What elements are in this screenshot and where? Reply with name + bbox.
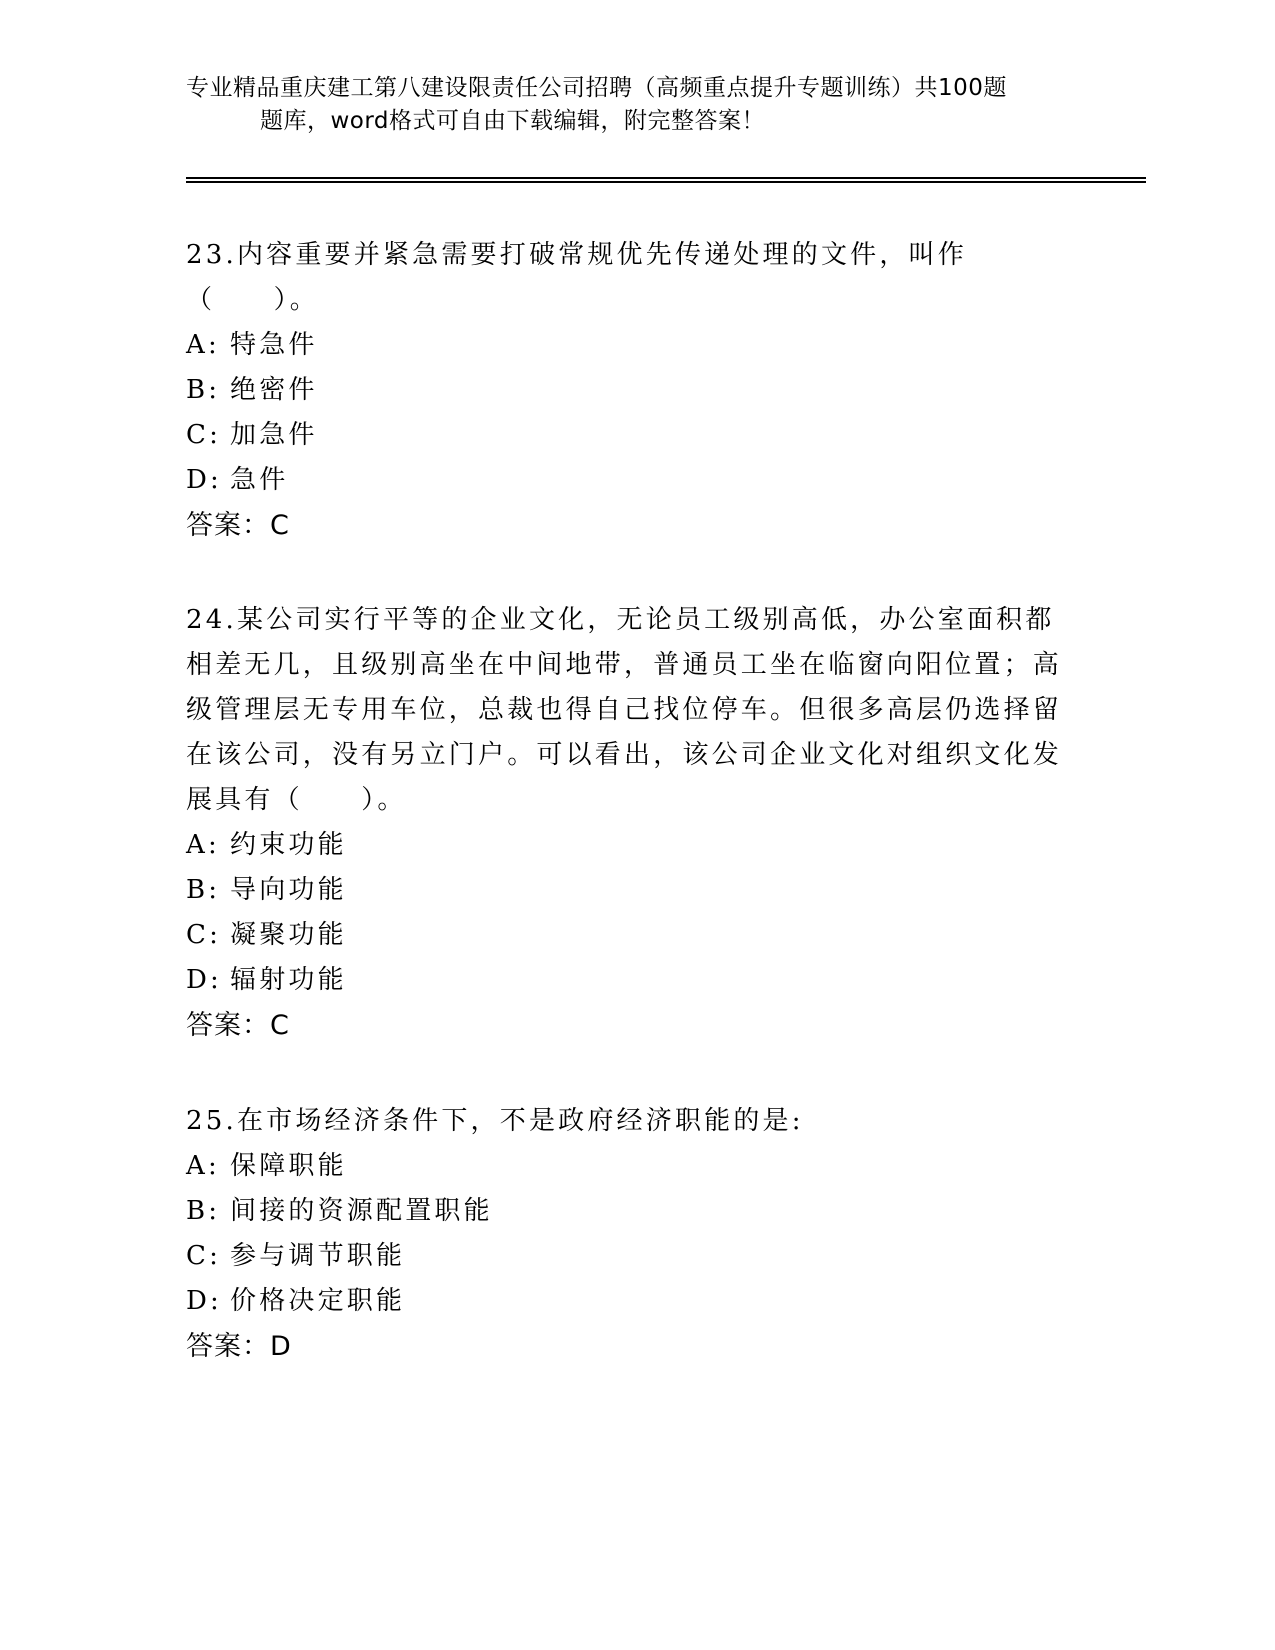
option-letter: D:: [186, 465, 223, 495]
option-text: 加急件: [230, 420, 318, 450]
option-d: [186, 958, 1066, 1003]
option-text: 凝聚功能: [230, 920, 347, 950]
header-double-rule: [186, 177, 1146, 183]
option-text: 参与调节职能: [230, 1241, 406, 1271]
option-a: [186, 323, 1066, 368]
answer-line: 答案：D: [186, 1331, 292, 1362]
option-b: [186, 1189, 1066, 1234]
option-text: 保障职能: [230, 1151, 347, 1181]
option-d: [186, 1279, 1066, 1324]
option-d: [186, 458, 1066, 503]
question-stem: 25.在市场经济条件下，不是政府经济职能的是:: [186, 1106, 804, 1136]
option-text: 价格决定职能: [230, 1286, 406, 1316]
option-letter: B:: [186, 875, 221, 905]
document-header: [186, 72, 1066, 138]
option-letter: B:: [186, 375, 221, 405]
option-c: [186, 1234, 1066, 1279]
option-letter: D:: [186, 1286, 223, 1316]
question-24: [186, 598, 1066, 1048]
option-letter: D:: [186, 965, 223, 995]
option-letter: B:: [186, 1196, 221, 1226]
option-text: 特急件: [230, 330, 318, 360]
option-text: 辐射功能: [230, 965, 347, 995]
option-text: 绝密件: [230, 375, 318, 405]
option-letter: A:: [186, 330, 220, 360]
option-c: [186, 413, 1066, 458]
option-letter: C:: [186, 420, 222, 450]
option-b: [186, 368, 1066, 413]
question-23: [186, 233, 1066, 548]
option-text: 约束功能: [230, 830, 347, 860]
option-text: 间接的资源配置职能: [230, 1196, 493, 1226]
question-25: [186, 1099, 1066, 1369]
option-a: [186, 823, 1066, 868]
header-title-line-2: 题库，word格式可自由下载编辑，附完整答案！: [260, 108, 766, 134]
option-letter: C:: [186, 920, 222, 950]
option-text: 急件: [230, 465, 289, 495]
answer-line: 答案：C: [186, 1010, 290, 1041]
answer-line: 答案：C: [186, 510, 290, 541]
option-c: [186, 913, 1066, 958]
option-letter: A:: [186, 830, 220, 860]
option-a: [186, 1144, 1066, 1189]
question-stem: 24.某公司实行平等的企业文化，无论员工级别高低，办公室面积都相差无几，且级别高坐在中间地带，普通员工坐在临窗向阳位置；高级管理层无专用车位，总裁也得自己找位停车。但很多高层仍选择留在该公司，没有另立门户。可以看出，该公司企业文化对组织文化发展具有（ ）。: [186, 605, 1063, 815]
header-title-line-1: 专业精品重庆建工第八建设限责任公司招聘（高频重点提升专题训练）共100题: [186, 75, 1007, 101]
option-letter: A:: [186, 1151, 220, 1181]
option-letter: C:: [186, 1241, 222, 1271]
option-text: 导向功能: [230, 875, 347, 905]
question-stem: 23.内容重要并紧急需要打破常规优先传递处理的文件，叫作（ ）。: [186, 240, 967, 315]
option-b: [186, 868, 1066, 913]
